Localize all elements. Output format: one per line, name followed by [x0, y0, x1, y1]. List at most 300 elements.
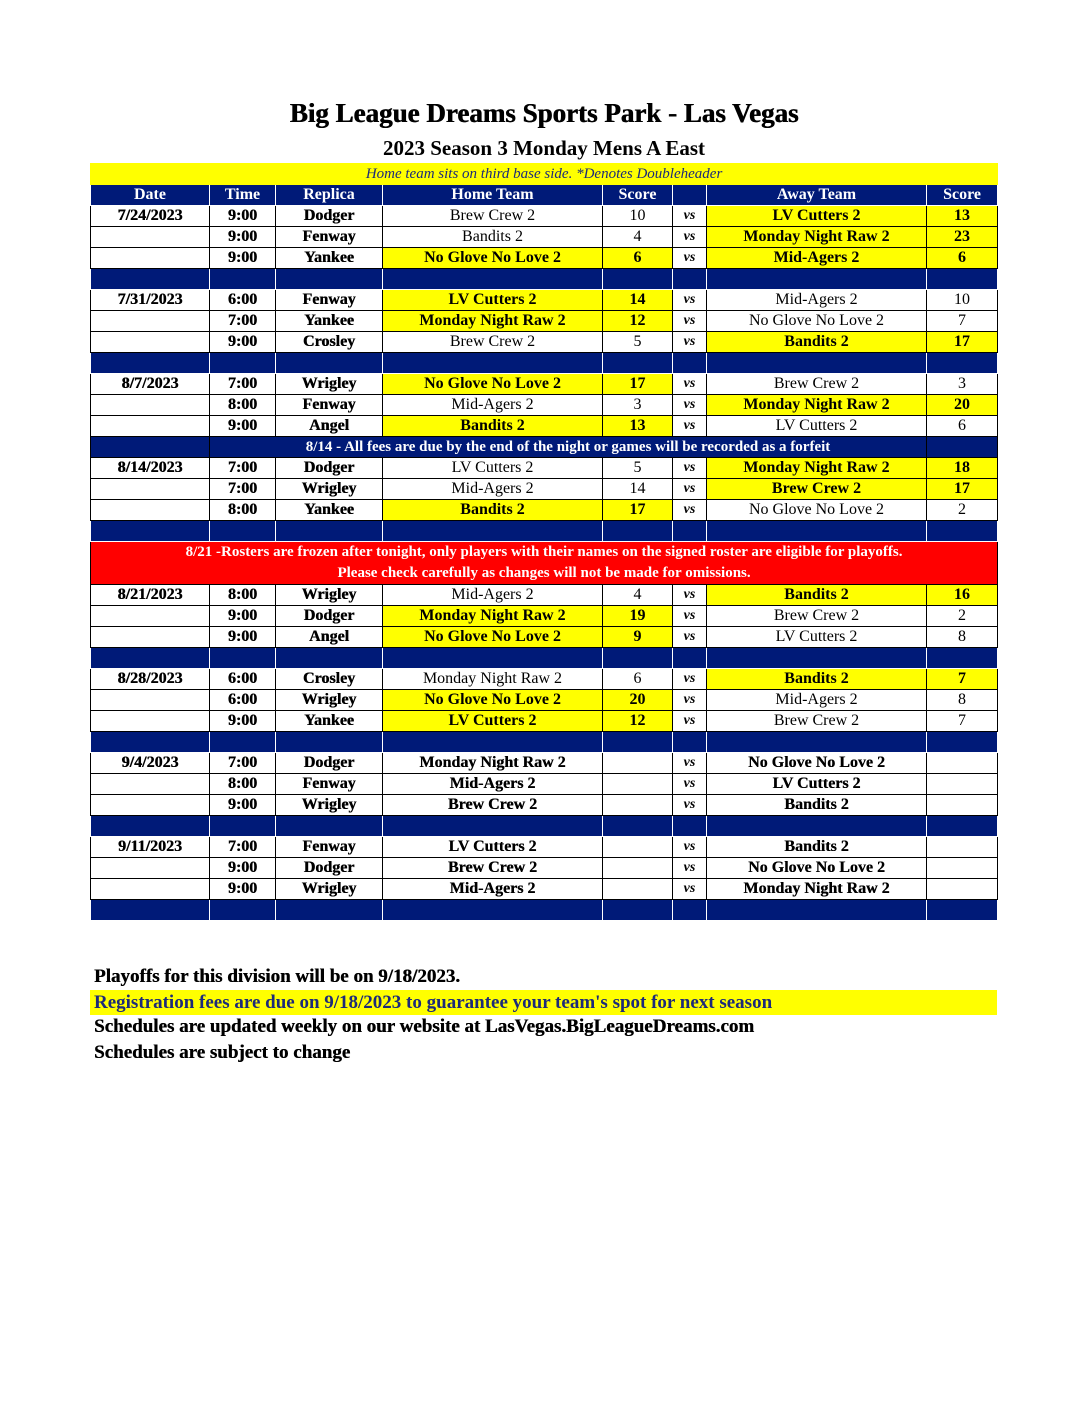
game-date [91, 795, 210, 816]
game-date: 8/21/2023 [91, 585, 210, 606]
field-name: Angel [276, 627, 383, 648]
away-score: 6 [927, 416, 998, 437]
vs-label: vs [673, 416, 707, 437]
field-name: Fenway [276, 837, 383, 858]
field-name: Dodger [276, 606, 383, 627]
game-row [91, 606, 998, 627]
game-time: 6:00 [210, 669, 276, 690]
week-separator [91, 648, 998, 669]
game-row [91, 374, 998, 395]
separator-cell [383, 269, 603, 290]
away-score: 20 [927, 395, 998, 416]
fee-notice-text: 8/14 - All fees are due by the end of the night or games will be recorded as a forfeit [210, 437, 927, 458]
home-team: Mid-Agers 2 [383, 395, 603, 416]
vs-label: vs [673, 753, 707, 774]
away-team: Monday Night Raw 2 [707, 879, 927, 900]
vs-label: vs [673, 206, 707, 227]
home-score: 6 [603, 669, 673, 690]
away-team: No Glove No Love 2 [707, 311, 927, 332]
separator-cell [673, 816, 707, 837]
vs-label: vs [673, 774, 707, 795]
vs-label: vs [673, 837, 707, 858]
game-date: 8/7/2023 [91, 374, 210, 395]
game-row [91, 879, 998, 900]
field-name: Yankee [276, 711, 383, 732]
vs-label: vs [673, 332, 707, 353]
game-row [91, 627, 998, 648]
away-score: 8 [927, 627, 998, 648]
vs-label: vs [673, 690, 707, 711]
separator-cell [673, 353, 707, 374]
home-team: Mid-Agers 2 [383, 879, 603, 900]
field-name: Yankee [276, 248, 383, 269]
separator-cell [91, 732, 210, 753]
home-team: LV Cutters 2 [383, 290, 603, 311]
vs-label: vs [673, 858, 707, 879]
game-time: 7:00 [210, 479, 276, 500]
home-team: Monday Night Raw 2 [383, 669, 603, 690]
home-score: 14 [603, 479, 673, 500]
doubleheader-note: Home team sits on third base side. *Denotes Doubleheader [91, 164, 998, 185]
separator-cell [91, 900, 210, 921]
away-team: Bandits 2 [707, 332, 927, 353]
away-score: 3 [927, 374, 998, 395]
game-row [91, 332, 998, 353]
field-name: Yankee [276, 500, 383, 521]
game-time: 8:00 [210, 500, 276, 521]
game-date [91, 248, 210, 269]
vs-label: vs [673, 248, 707, 269]
game-row [91, 479, 998, 500]
separator-cell [91, 353, 210, 374]
home-score [603, 753, 673, 774]
separator-cell [673, 648, 707, 669]
game-time: 9:00 [210, 332, 276, 353]
game-date: 9/11/2023 [91, 837, 210, 858]
game-row [91, 711, 998, 732]
game-time: 9:00 [210, 416, 276, 437]
away-score [927, 837, 998, 858]
field-name: Wrigley [276, 795, 383, 816]
field-name: Wrigley [276, 690, 383, 711]
vs-label: vs [673, 795, 707, 816]
game-row [91, 227, 998, 248]
vs-label: vs [673, 669, 707, 690]
separator-cell [707, 732, 927, 753]
game-date: 8/28/2023 [91, 669, 210, 690]
home-team: Mid-Agers 2 [383, 774, 603, 795]
separator-cell [276, 521, 383, 542]
game-date [91, 416, 210, 437]
away-team: LV Cutters 2 [707, 627, 927, 648]
fee-notice-row [91, 437, 998, 458]
away-score: 8 [927, 690, 998, 711]
away-team: Monday Night Raw 2 [707, 227, 927, 248]
home-team: No Glove No Love 2 [383, 248, 603, 269]
away-score: 7 [927, 311, 998, 332]
separator-cell [210, 521, 276, 542]
home-score: 6 [603, 248, 673, 269]
field-name: Dodger [276, 206, 383, 227]
away-team: Bandits 2 [707, 837, 927, 858]
away-team: Mid-Agers 2 [707, 690, 927, 711]
vs-label: vs [673, 879, 707, 900]
home-score [603, 774, 673, 795]
schedule-table [90, 163, 998, 921]
game-time: 9:00 [210, 711, 276, 732]
home-score [603, 837, 673, 858]
away-score: 16 [927, 585, 998, 606]
game-row [91, 290, 998, 311]
away-team: Mid-Agers 2 [707, 290, 927, 311]
away-team: Brew Crew 2 [707, 711, 927, 732]
game-date [91, 479, 210, 500]
playoffs-note [90, 966, 997, 990]
separator-cell [927, 353, 998, 374]
game-time: 7:00 [210, 374, 276, 395]
vs-label: vs [673, 606, 707, 627]
game-date [91, 774, 210, 795]
notice-cell [91, 437, 210, 458]
separator-cell [927, 269, 998, 290]
away-score: 2 [927, 500, 998, 521]
separator-cell [383, 816, 603, 837]
game-row [91, 248, 998, 269]
game-date [91, 879, 210, 900]
header-time: Time [210, 185, 276, 206]
separator-cell [276, 648, 383, 669]
separator-cell [383, 353, 603, 374]
separator-cell [276, 269, 383, 290]
home-score [603, 795, 673, 816]
roster-alert-line-1: 8/21 -Rosters are frozen after tonight, only players with their names on the signed roster are eligible for playoffs. [185, 544, 903, 560]
field-name: Wrigley [276, 879, 383, 900]
week-separator [91, 816, 998, 837]
separator-cell [673, 900, 707, 921]
home-score: 17 [603, 374, 673, 395]
home-score [603, 879, 673, 900]
week-separator [91, 353, 998, 374]
home-score: 3 [603, 395, 673, 416]
roster-alert-row [91, 542, 998, 585]
away-score [927, 879, 998, 900]
home-score: 19 [603, 606, 673, 627]
field-name: Wrigley [276, 479, 383, 500]
game-date [91, 690, 210, 711]
playoffs-text: Playoffs for this division will be on 9/18/2023. [94, 966, 460, 987]
header-away-team: Away Team [707, 185, 927, 206]
home-team: Monday Night Raw 2 [383, 311, 603, 332]
game-date [91, 606, 210, 627]
separator-cell [603, 269, 673, 290]
week-separator [91, 732, 998, 753]
home-score: 14 [603, 290, 673, 311]
roster-alert [91, 542, 998, 585]
away-score [927, 858, 998, 879]
away-team: No Glove No Love 2 [707, 858, 927, 879]
game-time: 9:00 [210, 206, 276, 227]
vs-label: vs [673, 311, 707, 332]
separator-cell [927, 521, 998, 542]
note-row [91, 164, 998, 185]
away-score: 2 [927, 606, 998, 627]
home-score: 4 [603, 227, 673, 248]
separator-cell [210, 353, 276, 374]
game-date [91, 500, 210, 521]
field-name: Dodger [276, 458, 383, 479]
game-row [91, 690, 998, 711]
home-score: 5 [603, 458, 673, 479]
game-date: 7/24/2023 [91, 206, 210, 227]
field-name: Dodger [276, 858, 383, 879]
game-time: 8:00 [210, 774, 276, 795]
home-team: Mid-Agers 2 [383, 585, 603, 606]
separator-cell [707, 900, 927, 921]
away-score: 17 [927, 332, 998, 353]
separator-cell [210, 732, 276, 753]
subject-text: Schedules are subject to change [94, 1042, 351, 1063]
separator-cell [603, 900, 673, 921]
separator-cell [276, 816, 383, 837]
separator-cell [603, 648, 673, 669]
home-score: 12 [603, 711, 673, 732]
away-team: LV Cutters 2 [707, 774, 927, 795]
game-row [91, 500, 998, 521]
notice-cell [927, 437, 998, 458]
vs-label: vs [673, 500, 707, 521]
game-time: 8:00 [210, 395, 276, 416]
away-team: Monday Night Raw 2 [707, 395, 927, 416]
vs-label: vs [673, 395, 707, 416]
separator-cell [276, 732, 383, 753]
home-team: Brew Crew 2 [383, 206, 603, 227]
game-time: 7:00 [210, 311, 276, 332]
away-score: 17 [927, 479, 998, 500]
away-score: 13 [927, 206, 998, 227]
separator-cell [707, 816, 927, 837]
separator-cell [91, 648, 210, 669]
header-date: Date [91, 185, 210, 206]
home-team: Brew Crew 2 [383, 332, 603, 353]
home-team: Brew Crew 2 [383, 795, 603, 816]
away-score: 7 [927, 711, 998, 732]
vs-label: vs [673, 227, 707, 248]
away-team: Brew Crew 2 [707, 374, 927, 395]
separator-cell [383, 648, 603, 669]
separator-cell [927, 648, 998, 669]
field-name: Fenway [276, 774, 383, 795]
separator-cell [210, 269, 276, 290]
header-home-score: Score [603, 185, 673, 206]
game-row [91, 311, 998, 332]
away-score: 6 [927, 248, 998, 269]
page-subtitle: 2023 Season 3 Monday Mens A East [382, 136, 706, 160]
away-team: Brew Crew 2 [707, 479, 927, 500]
field-name: Wrigley [276, 374, 383, 395]
home-score: 12 [603, 311, 673, 332]
separator-cell [603, 732, 673, 753]
game-date [91, 711, 210, 732]
header-home-team: Home Team [383, 185, 603, 206]
game-row [91, 858, 998, 879]
field-name: Wrigley [276, 585, 383, 606]
game-time: 7:00 [210, 837, 276, 858]
home-team: No Glove No Love 2 [383, 627, 603, 648]
game-row [91, 837, 998, 858]
separator-cell [927, 732, 998, 753]
away-team: Bandits 2 [707, 669, 927, 690]
game-time: 9:00 [210, 227, 276, 248]
home-score: 13 [603, 416, 673, 437]
game-time: 9:00 [210, 858, 276, 879]
week-separator [91, 269, 998, 290]
field-name: Yankee [276, 311, 383, 332]
game-row [91, 795, 998, 816]
vs-label: vs [673, 627, 707, 648]
field-name: Dodger [276, 753, 383, 774]
separator-cell [603, 816, 673, 837]
home-team: Brew Crew 2 [383, 858, 603, 879]
game-time: 9:00 [210, 795, 276, 816]
header-replica: Replica [276, 185, 383, 206]
game-date [91, 332, 210, 353]
home-score [603, 858, 673, 879]
separator-cell [707, 269, 927, 290]
home-team: LV Cutters 2 [383, 458, 603, 479]
game-date: 9/4/2023 [91, 753, 210, 774]
vs-label: vs [673, 290, 707, 311]
separator-cell [383, 900, 603, 921]
home-team: No Glove No Love 2 [383, 690, 603, 711]
home-team: Mid-Agers 2 [383, 479, 603, 500]
away-team: Brew Crew 2 [707, 606, 927, 627]
vs-label: vs [673, 479, 707, 500]
vs-label: vs [673, 374, 707, 395]
game-row [91, 774, 998, 795]
registration-note [90, 990, 997, 1015]
game-time: 8:00 [210, 585, 276, 606]
separator-cell [603, 353, 673, 374]
field-name: Fenway [276, 290, 383, 311]
separator-cell [91, 816, 210, 837]
separator-cell [210, 900, 276, 921]
away-team: Monday Night Raw 2 [707, 458, 927, 479]
home-team: Bandits 2 [383, 500, 603, 521]
away-team: Bandits 2 [707, 585, 927, 606]
home-team: LV Cutters 2 [383, 711, 603, 732]
separator-cell [673, 521, 707, 542]
separator-cell [210, 648, 276, 669]
game-time: 9:00 [210, 627, 276, 648]
week-separator [91, 900, 998, 921]
separator-cell [673, 269, 707, 290]
game-time: 7:00 [210, 753, 276, 774]
separator-cell [210, 816, 276, 837]
game-date: 7/31/2023 [91, 290, 210, 311]
vs-label: vs [673, 711, 707, 732]
page-title: Big League Dreams Sports Park - Las Vegas [289, 98, 799, 128]
game-date [91, 311, 210, 332]
away-team: No Glove No Love 2 [707, 500, 927, 521]
separator-cell [91, 521, 210, 542]
separator-cell [383, 732, 603, 753]
separator-cell [603, 521, 673, 542]
separator-cell [707, 648, 927, 669]
away-score: 10 [927, 290, 998, 311]
home-team: Monday Night Raw 2 [383, 606, 603, 627]
separator-cell [707, 353, 927, 374]
away-score [927, 774, 998, 795]
game-row [91, 395, 998, 416]
game-time: 6:00 [210, 290, 276, 311]
vs-label: vs [673, 458, 707, 479]
home-score: 9 [603, 627, 673, 648]
header-vs [673, 185, 707, 206]
registration-text: Registration fees are due on 9/18/2023 to guarantee your team's spot for next season [94, 992, 773, 1013]
game-row [91, 458, 998, 479]
game-time: 9:00 [210, 606, 276, 627]
away-team: No Glove No Love 2 [707, 753, 927, 774]
home-score: 4 [603, 585, 673, 606]
game-row [91, 669, 998, 690]
game-date [91, 227, 210, 248]
separator-cell [276, 353, 383, 374]
week-separator [91, 521, 998, 542]
game-time: 7:00 [210, 458, 276, 479]
away-team: LV Cutters 2 [707, 206, 927, 227]
field-name: Crosley [276, 332, 383, 353]
separator-cell [91, 269, 210, 290]
game-date [91, 395, 210, 416]
away-score [927, 753, 998, 774]
home-team: Monday Night Raw 2 [383, 753, 603, 774]
field-name: Angel [276, 416, 383, 437]
website-note [90, 1016, 997, 1040]
header-row [91, 185, 998, 206]
game-row [91, 753, 998, 774]
away-score [927, 795, 998, 816]
game-time: 9:00 [210, 879, 276, 900]
separator-cell [927, 900, 998, 921]
game-date [91, 627, 210, 648]
home-team: Bandits 2 [383, 227, 603, 248]
separator-cell [276, 900, 383, 921]
roster-alert-line-2: Please check carefully as changes will not be made for omissions. [337, 565, 751, 581]
header-away-score: Score [927, 185, 998, 206]
separator-cell [927, 816, 998, 837]
game-row [91, 585, 998, 606]
separator-cell [383, 521, 603, 542]
home-team: LV Cutters 2 [383, 837, 603, 858]
home-score: 10 [603, 206, 673, 227]
away-score: 18 [927, 458, 998, 479]
away-team: LV Cutters 2 [707, 416, 927, 437]
away-score: 23 [927, 227, 998, 248]
home-score: 20 [603, 690, 673, 711]
game-time: 9:00 [210, 248, 276, 269]
field-name: Fenway [276, 227, 383, 248]
separator-cell [673, 732, 707, 753]
away-team: Mid-Agers 2 [707, 248, 927, 269]
website-text: Schedules are updated weekly on our website at LasVegas.BigLeagueDreams.com [94, 1016, 755, 1037]
home-team: No Glove No Love 2 [383, 374, 603, 395]
game-date: 8/14/2023 [91, 458, 210, 479]
game-row [91, 206, 998, 227]
game-time: 6:00 [210, 690, 276, 711]
vs-label: vs [673, 585, 707, 606]
home-score: 17 [603, 500, 673, 521]
away-team: Bandits 2 [707, 795, 927, 816]
